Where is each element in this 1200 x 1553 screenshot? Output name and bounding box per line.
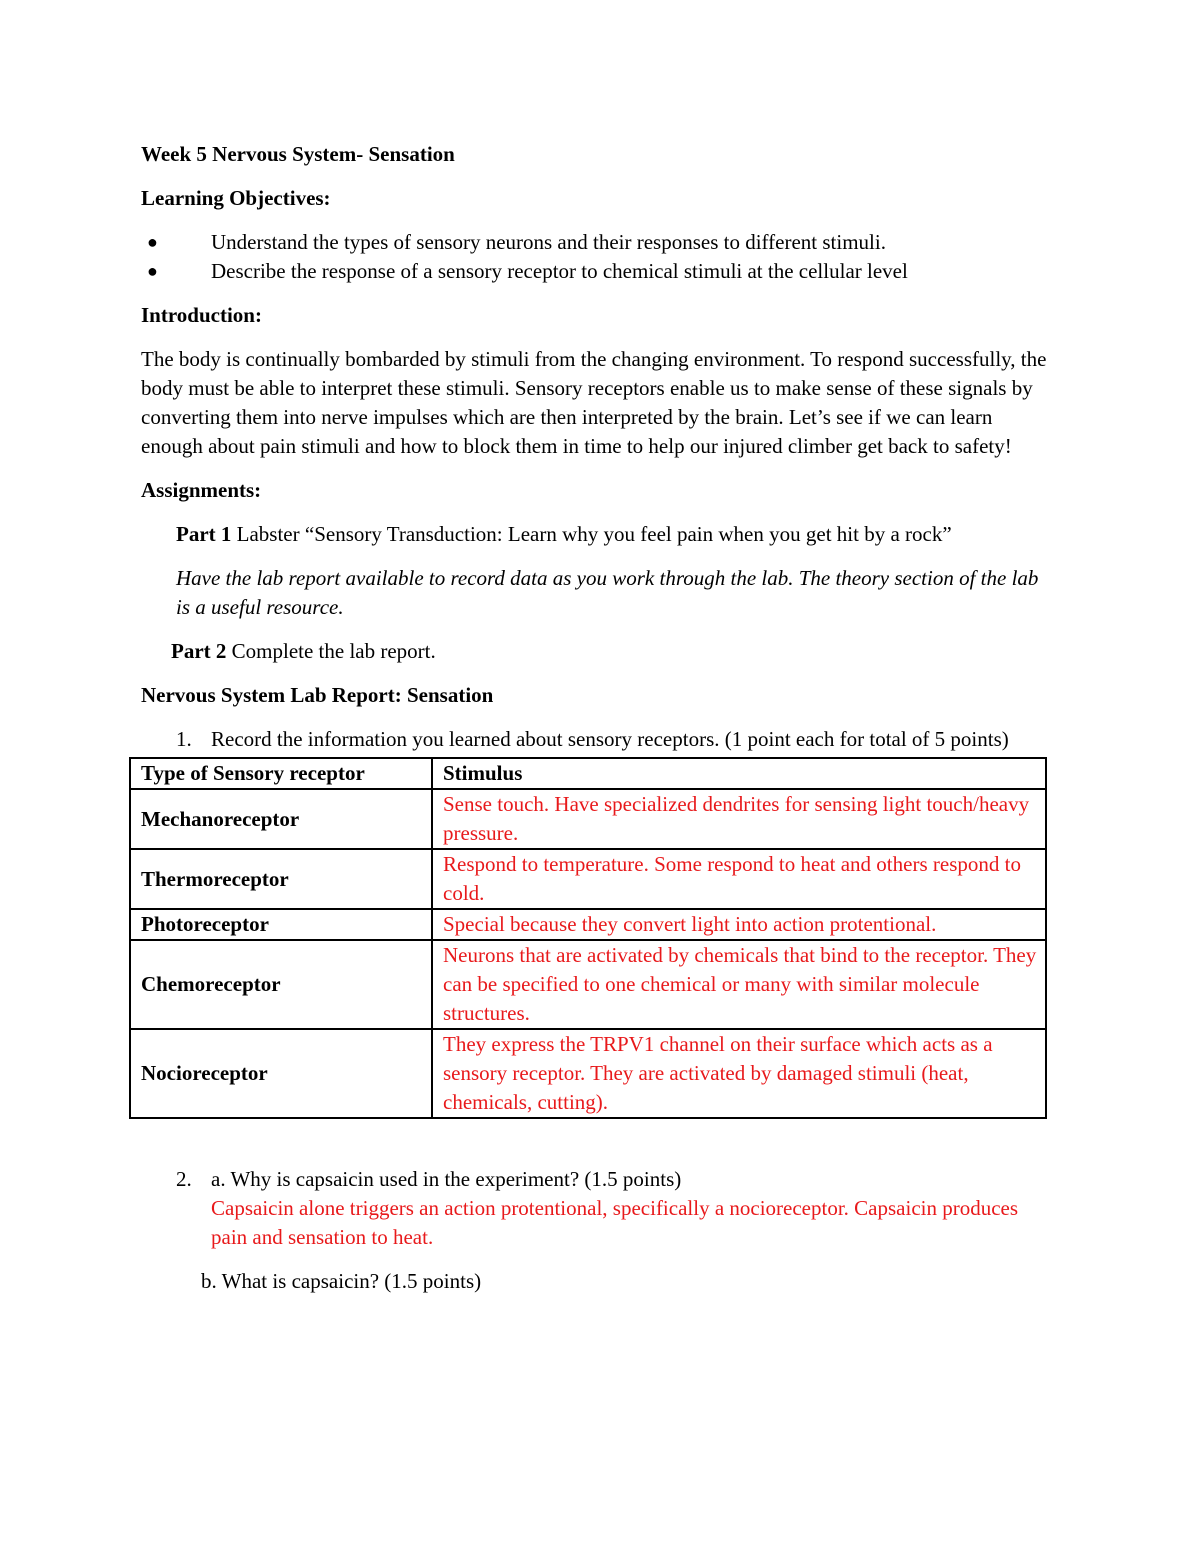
part1-line [176, 520, 1051, 549]
part2-text: Complete the lab report. [226, 639, 436, 663]
stimulus-cell: Special because they convert light into action protentional. [432, 909, 1046, 940]
table-header-cell: Stimulus [432, 758, 1046, 789]
question-2 [141, 1165, 1051, 1252]
table-header-row [130, 758, 1046, 789]
question-2a-text: a. Why is capsaicin used in the experiment? (1.5 points) [211, 1167, 682, 1191]
objective-text: Describe the response of a sensory receptor to chemical stimuli at the cellular level [211, 259, 908, 283]
question-2-number: 2. [176, 1167, 192, 1191]
receptor-cell: Mechanoreceptor [130, 789, 432, 849]
question-list [141, 725, 1051, 754]
objectives-list [141, 228, 1051, 286]
objective-text: Understand the types of sensory neurons and their responses to different stimuli. [211, 230, 886, 254]
introduction-heading: Introduction: [141, 303, 262, 327]
bullet-icon: ● [147, 261, 158, 281]
question-1-text: Record the information you learned about sensory receptors. (1 point each for total of 5 points) [211, 727, 1009, 751]
table-header-cell: Type of Sensory receptor [130, 758, 432, 789]
table-row [130, 849, 1046, 909]
stimulus-cell: Neurons that are activated by chemicals that bind to the receptor. They can be specified to one chemical or many with similar molecule structures. [432, 940, 1046, 1029]
receptor-table [129, 757, 1047, 1119]
table-row [130, 1029, 1046, 1118]
stimulus-cell: Respond to temperature. Some respond to heat and others respond to cold. [432, 849, 1046, 909]
table-row [130, 909, 1046, 940]
table-row [130, 789, 1046, 849]
question-1-number: 1. [176, 727, 192, 751]
bullet-icon: ● [147, 232, 158, 252]
receptor-cell: Photoreceptor [130, 909, 432, 940]
question-1 [141, 725, 1051, 754]
question-2a-answer: Capsaicin alone triggers an action protentional, specifically a nocioreceptor. Capsaicin produces pain and sensation to heat. [211, 1196, 1019, 1249]
introduction-text: The body is continually bombarded by stimuli from the changing environment. To respond successfully, the body must be able to interpret these stimuli. Sensory receptors enable us to make sense of these signals by converting them into nerve impulses which are then interpreted by the brain. Let’s see if we can learn enough about pain stimuli and how to block them in time to help our injured climber get back to safety! [141, 347, 1047, 458]
table-row [130, 940, 1046, 1029]
assignments-heading: Assignments: [141, 478, 262, 502]
page-title: Week 5 Nervous System- Sensation [141, 142, 455, 166]
stimulus-cell: They express the TRPV1 channel on their surface which acts as a sensory receptor. They are activated by damaged stimuli (heat, chemicals, cutting). [432, 1029, 1046, 1118]
document-page [141, 140, 1051, 1296]
question-list-2 [141, 1165, 1051, 1252]
list-item [141, 257, 1051, 286]
receptor-cell: Nocioreceptor [130, 1029, 432, 1118]
part1-note: Have the lab report available to record data as you work through the lab. The theory section of the lab is a useful resource. [176, 566, 1039, 619]
objectives-heading: Learning Objectives: [141, 186, 331, 210]
report-heading: Nervous System Lab Report: Sensation [141, 683, 494, 707]
part2-line [171, 637, 1051, 666]
part2-label: Part 2 [171, 639, 227, 663]
stimulus-cell: Sense touch. Have specialized dendrites for sensing light touch/heavy pressure. [432, 789, 1046, 849]
list-item [141, 228, 1051, 257]
question-2b-text: b. What is capsaicin? (1.5 points) [201, 1269, 482, 1293]
part1-label: Part 1 [176, 522, 232, 546]
receptor-cell: Thermoreceptor [130, 849, 432, 909]
part1-text: Labster “Sensory Transduction: Learn why you feel pain when you get hit by a rock” [231, 522, 952, 546]
receptor-cell: Chemoreceptor [130, 940, 432, 1029]
